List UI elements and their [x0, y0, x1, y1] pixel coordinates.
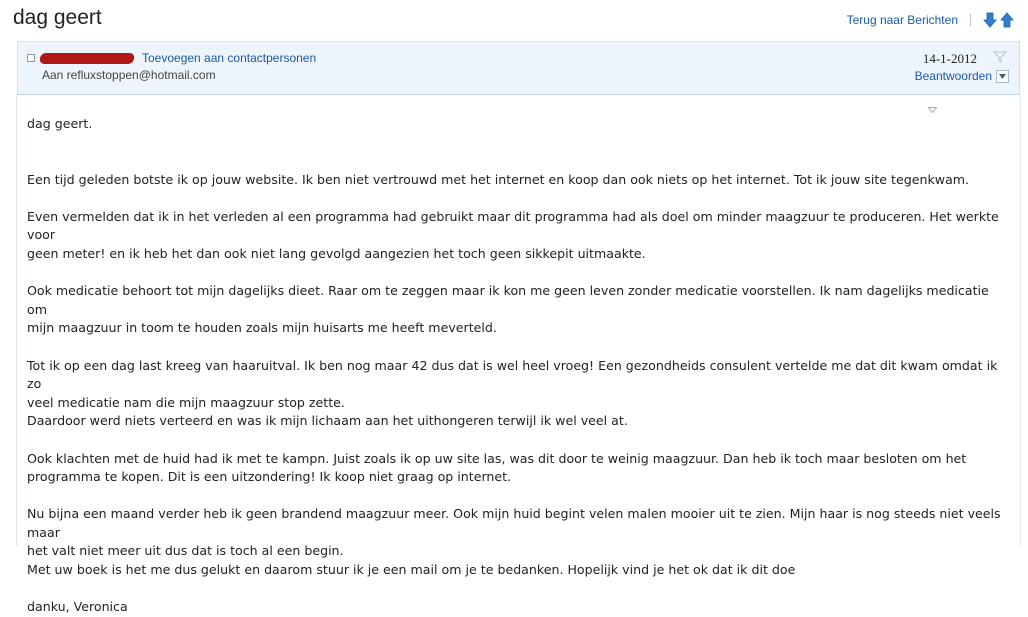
paragraph-line: mijn maagzuur in toom te houden zoals mijn huisarts me heeft meverteld. — [27, 320, 497, 336]
paragraph-line: Even vermelden dat ik in het verleden al een programma had gebruikt maar dit programma had als doel om minder maagzuur te produceren. Het werkte voor — [27, 208, 999, 243]
flag-icon[interactable] — [993, 49, 1007, 63]
expand-collapse-icon[interactable] — [27, 54, 35, 62]
back-to-messages-link[interactable]: Terug naar Berichten — [846, 13, 958, 27]
page-title: dag geert — [13, 6, 102, 29]
arrow-down-icon[interactable] — [983, 12, 997, 28]
message-header — [17, 41, 1020, 95]
paragraph-line: veel medicatie nam die mijn maagzuur stop zette. — [27, 394, 345, 410]
paragraph-line: programma te kopen. Dit is een uitzondering! Ik koop niet graag op internet. — [27, 469, 512, 485]
recipient-line: Aan refluxstoppen@hotmail.com — [42, 68, 216, 82]
divider — [970, 14, 971, 26]
paragraph-line: het valt niet meer uit dus dat is toch al een begin. — [27, 543, 344, 559]
reply-controls — [915, 69, 1009, 83]
paragraph-line: Tot ik op een dag last kreeg van haaruitval. Ik ben nog maar 42 dus dat is wel heel vroeg! Een gezondheids consulent vertelde me dat dit kwam omdat ik zo — [27, 357, 998, 392]
top-navigation — [847, 12, 1014, 28]
arrow-up-icon[interactable] — [1000, 12, 1014, 28]
greeting: dag geert. — [27, 116, 93, 131]
paragraph-line: Met uw boek is het me dus gelukt en daarom stuur ik je een mail om je te bedanken. Hopelijk vind je het ok dat ik dit doe — [27, 562, 796, 578]
add-to-contacts-link[interactable]: Toevoegen aan contactpersonen — [142, 51, 317, 65]
reply-options-dropdown[interactable] — [996, 70, 1009, 83]
paragraph-line: Ook medicatie behoort tot mijn dagelijks dieet. Raar om te zeggen maar ik kon me geen leven zonder medicatie voorstellen. Ik nam dagelijks medicatie om — [27, 283, 989, 317]
paragraph-line: Ook klachten met de huid had ik met te kampn. Juist zoals ik op uw site las, was dit door te weinig maagzuur. Dan heb ik toch maar besloten om het — [27, 450, 967, 466]
paragraph-line: Daardoor werd niets verteerd en was ik mijn lichaam aan het uithongeren terwijl ik wel veel at. — [27, 413, 628, 429]
paragraph-line: Nu bijna een maand verder heb ik geen brandend maagzuur meer. Ook mijn huid begint velen malen mooier uit te zien. Mijn haar is nog steeds niet veels maar — [27, 506, 1001, 540]
sender-row — [27, 51, 316, 65]
paragraph-line: geen meter! en ik heb het dan ook niet lang gevolgd aangezien het toch geen sikkepit uitmaakte. — [27, 245, 646, 261]
chevron-down-icon — [999, 74, 1006, 79]
sender-name-redacted — [39, 53, 135, 64]
message-body — [27, 115, 1012, 617]
signature: danku, Veronica — [27, 599, 128, 615]
reply-link[interactable]: Beantwoorden — [914, 69, 992, 83]
message-date: 14-1-2012 — [922, 51, 977, 66]
paragraph: Een tijd geleden botste ik op jouw website. Ik ben niet vertrouwd met het internet en koop dan ook niets op het internet. Tot ik jouw site tegenkwam. — [27, 171, 970, 187]
